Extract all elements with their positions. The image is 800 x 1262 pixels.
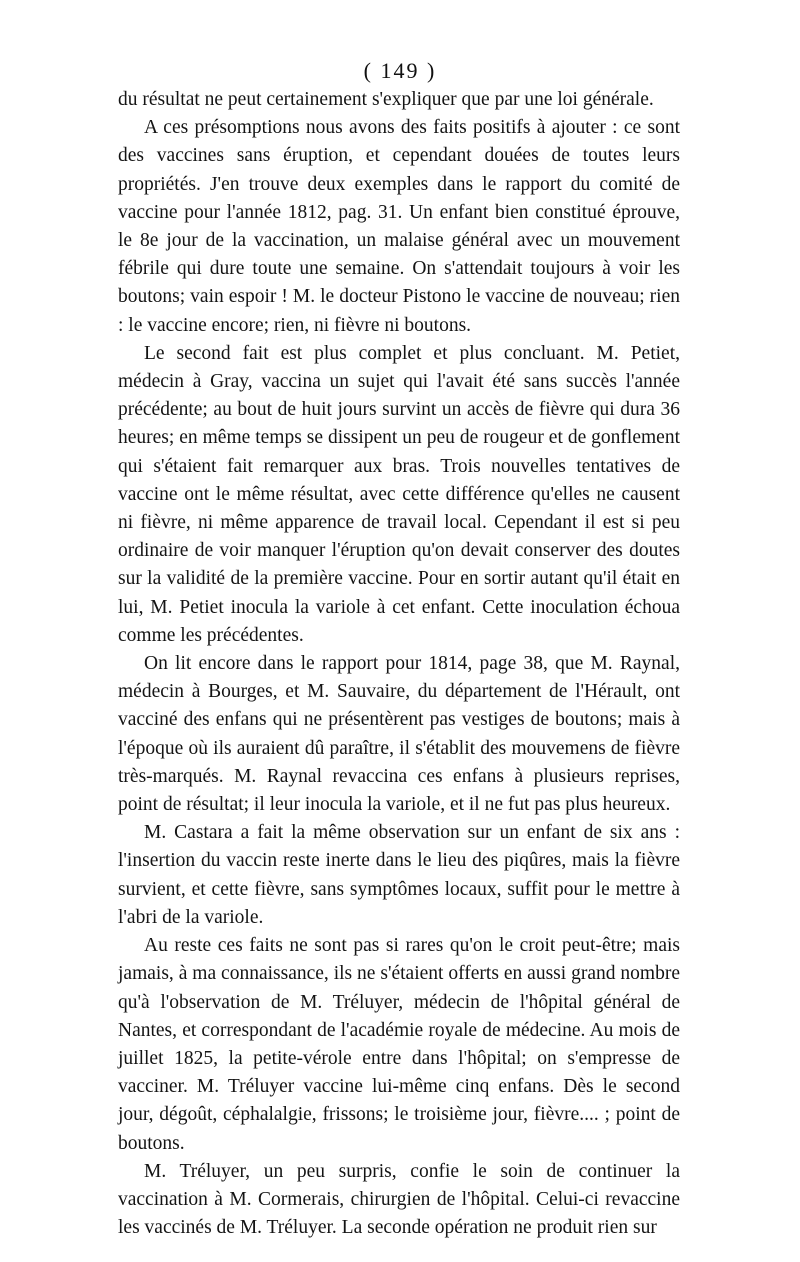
body-text xyxy=(118,86,680,1242)
paragraph-6: Au reste ces faits ne sont pas si rares qu'on le croit peut-être; mais jamais, à ma connaissance, ils ne s'étaient offerts en aussi grand nombre qu'à l'observation de M. Tréluyer, médecin de l'hôpital général de Nantes, et correspondant de l'académie royale de médecine. Au mois de juillet 1825, la petite-vérole entre dans l'hôpital; on s'empresse de vacciner. M. Tréluyer vaccine lui-même cinq enfans. Dès le second jour, dégoût, céphalalgie, frissons; le troisième jour, fièvre.... ; point de boutons. xyxy=(118,935,680,1154)
paragraph-3: Le second fait est plus complet et plus concluant. M. Petiet, médecin à Gray, vaccina un sujet qui l'avait été sans succès l'année précédente; au bout de huit jours survint un accès de fièvre qui dura 36 heures; en même temps se dissipent un peu de rougeur et de gonflement qui s'étaient fait remarquer aux bras. Trois nouvelles tentatives de vaccine ont le même résultat, avec cette différence qu'elles ne causent ni fièvre, ni même apparence de travail local. Cependant il est si peu ordinaire de voir manquer l'éruption qu'on devait conserver des doutes sur la validité de la première vaccine. Pour en sortir autant qu'il était en lui, M. Petiet inocula la variole à cet enfant. Cette inoculation échoua comme les précédentes. xyxy=(118,342,680,646)
paragraph-4: On lit encore dans le rapport pour 1814, page 38, que M. Raynal, médecin à Bourges, et M. Sauvaire, du département de l'Hérault, ont vacciné des enfans qui ne présentèrent pas vestiges de boutons; mais à l'époque où ils auraient dû paraître, il s'établit des mouvemens de fièvre très-marqués. M. Raynal revaccina ces enfans à plusieurs reprises, point de résultat; il leur inocula la variole, et il ne fut pas plus heureux. xyxy=(118,653,680,816)
paragraph-5: M. Castara a fait la même observation sur un enfant de six ans : l'insertion du vaccin reste inerte dans le lieu des piqûres, mais la fièvre survient, et cette fièvre, sans symptômes locaux, suffit pour le mettre à l'abri de la variole. xyxy=(118,822,680,928)
paragraph-1: du résultat ne peut certainement s'expliquer que par une loi générale. xyxy=(118,89,654,110)
page-number: ( 149 ) xyxy=(363,58,437,83)
paragraph-2: A ces présomptions nous avons des faits positifs à ajouter : ce sont des vaccines sans éruption, et cependant douées de toutes leurs propriétés. J'en trouve deux exemples dans le rapport du comité de vaccine pour l'année 1812, pag. 31. Un enfant bien constitué éprouve, le 8e jour de la vaccination, un malaise général avec un mouvement fébrile qui dure toute une semaine. On s'attendait toujours à voir les boutons; vain espoir ! M. le docteur Pistono le vaccine de nouveau; rien : le vaccine encore; rien, ni fièvre ni boutons. xyxy=(118,117,680,336)
paragraph-7: M. Tréluyer, un peu surpris, confie le soin de continuer la vaccination à M. Cormerais, chirurgien de l'hôpital. Celui-ci revaccine les vaccinés de M. Tréluyer. La seconde opération ne produit rien sur xyxy=(118,1160,680,1239)
